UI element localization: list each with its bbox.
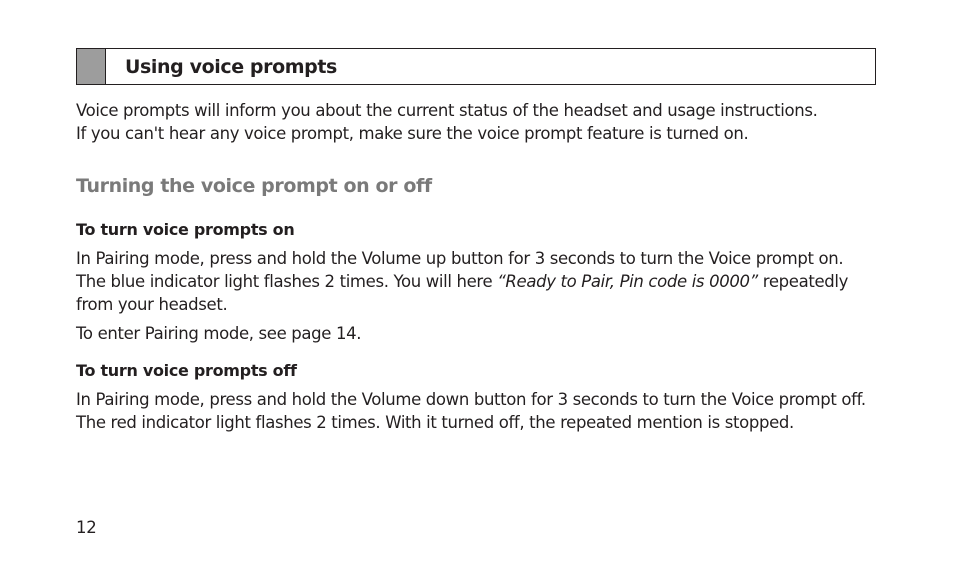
turn-off-instruction bbox=[76, 388, 876, 434]
section-header-box bbox=[76, 48, 876, 85]
voice-prompt-quote: “Ready to Pair, Pin code is 0000” bbox=[497, 272, 758, 291]
intro-text-line-2: If you can't hear any voice prompt, make sure the voice prompt feature is turned on. bbox=[76, 124, 749, 143]
turn-off-line-2: The red indicator light flashes 2 times. With it turned off, the repeated mention is stopped. bbox=[76, 413, 794, 432]
turn-on-instruction bbox=[76, 247, 876, 316]
turn-on-heading: To turn voice prompts on bbox=[76, 220, 295, 239]
turn-on-line-1: In Pairing mode, press and hold the Volume up button for 3 seconds to turn the Voice prompt on. bbox=[76, 249, 844, 268]
page-content bbox=[76, 99, 876, 434]
turn-on-line-2-post: repeatedly from your headset. bbox=[76, 272, 849, 314]
intro-text-line-1: Voice prompts will inform you about the current status of the headset and usage instructions. bbox=[76, 101, 818, 120]
turn-on-line-2-pre: The blue indicator light flashes 2 times. You will here bbox=[76, 272, 498, 291]
subsection-title: Turning the voice prompt on or off bbox=[76, 175, 432, 197]
turn-off-line-1: In Pairing mode, press and hold the Volume down button for 3 seconds to turn the Voice prompt off. bbox=[76, 390, 866, 409]
section-title: Using voice prompts bbox=[125, 56, 337, 78]
turn-off-heading: To turn voice prompts off bbox=[76, 361, 297, 380]
pairing-mode-note: To enter Pairing mode, see page 14. bbox=[76, 324, 362, 343]
section-header-tab bbox=[77, 49, 106, 84]
page-number: 12 bbox=[76, 518, 97, 537]
